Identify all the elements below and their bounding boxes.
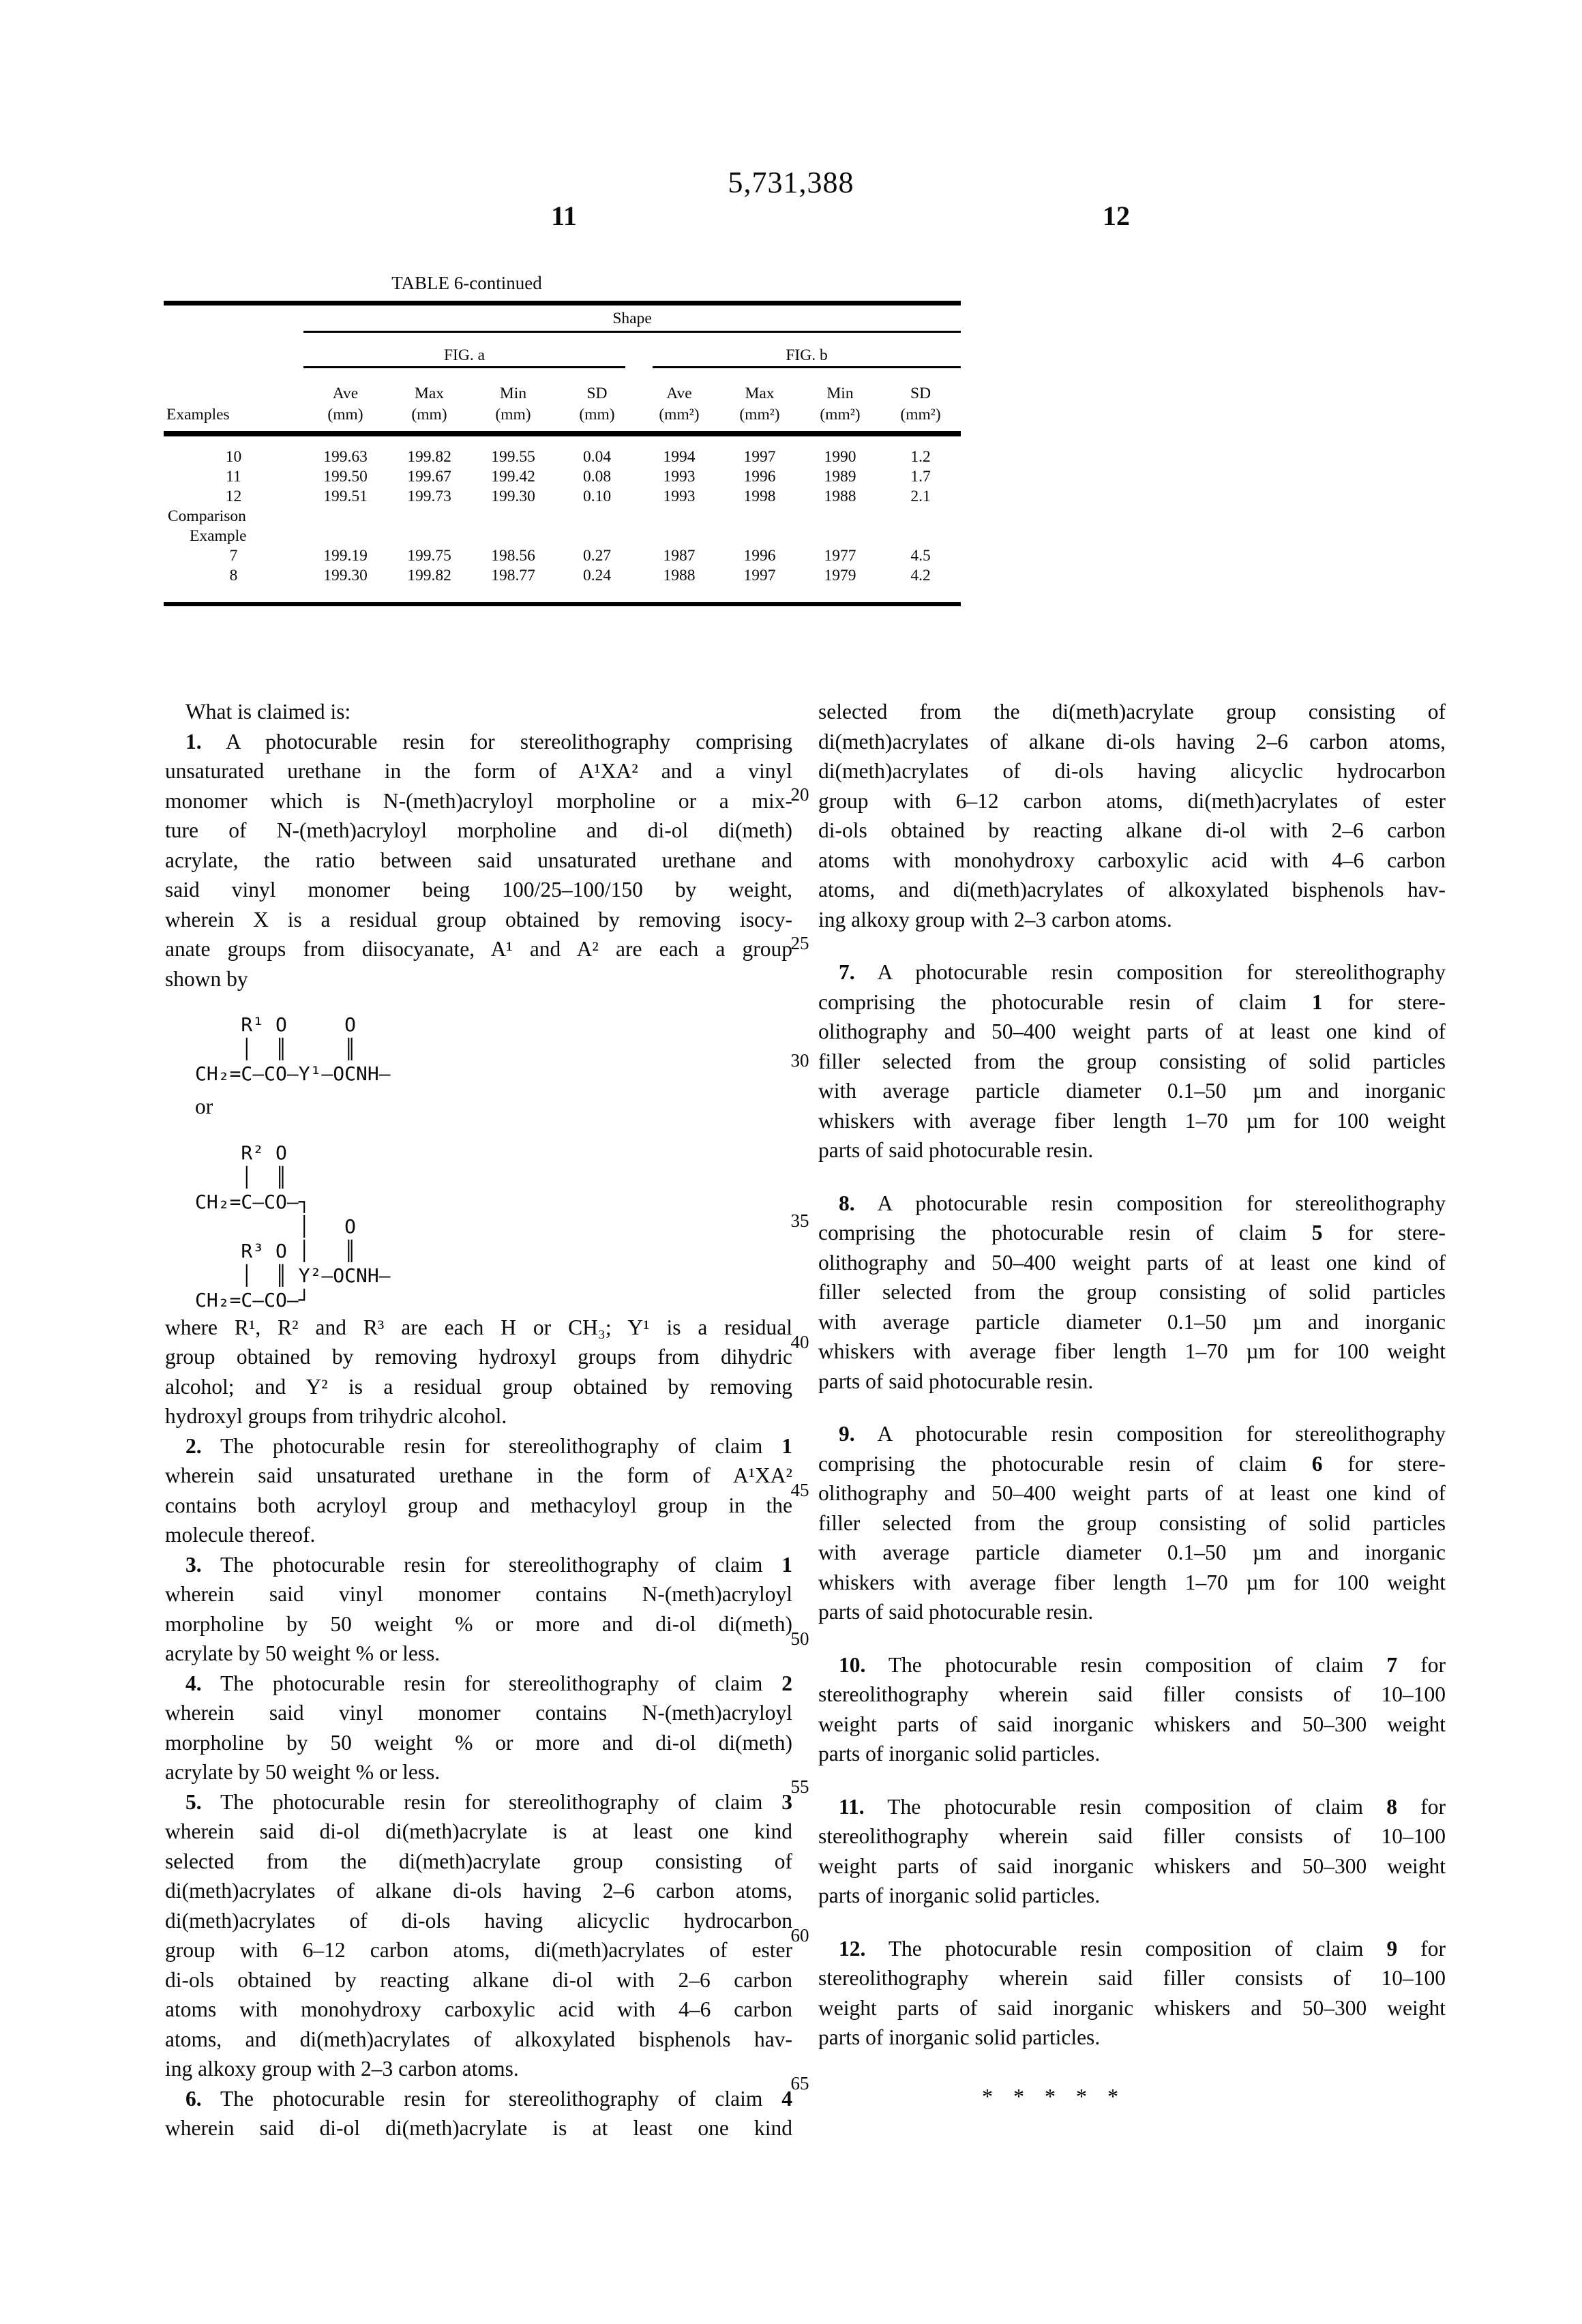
subgroup-header-row (164, 333, 961, 368)
claim-text-line: atoms, and di(meth)acrylates of alkoxylated bisphenols hav- (818, 878, 1446, 902)
claim-text-line: group obtained by removing hydroxyl groups from dihydric (165, 1345, 792, 1369)
table-row: 7 199.19 199.75 198.56 0.27 1987 1996 1977 4.5 (229, 547, 931, 565)
claim-text-line: 2. The photocurable resin for stereolithography of claim 1 (185, 1433, 792, 1458)
or-label (195, 1092, 792, 1122)
claim-6-continued (818, 697, 1446, 934)
group-header-row (164, 303, 961, 333)
claim-text-line: 3. The photocurable resin for stereolithography of claim 1 (185, 1552, 792, 1577)
claim-3 (165, 1550, 792, 1669)
claim-text-line: weight parts of said inorganic whiskers and 50–300 weight (818, 1712, 1446, 1736)
claim-text-line: parts of inorganic solid particles. (818, 2025, 1101, 2049)
claim-text-line: parts of said photocurable resin. (818, 1600, 1094, 1624)
table-row: Example (190, 527, 247, 545)
claim-text-line: wherein said vinyl monomer contains N-(meth)acryloyl (165, 1701, 792, 1725)
claim-text-line: wherein said di-ol di(meth)acrylate is at least one kind (165, 1819, 792, 1843)
claim-11 (818, 1792, 1446, 1911)
table-row: 11 199.50 199.67 199.42 0.08 1993 1996 1989 1.7 (226, 468, 931, 486)
claim-1-definitions (165, 1313, 792, 1431)
patent-number: 5,731,388 (728, 166, 854, 199)
claim-4 (165, 1669, 792, 1787)
claim-text-line: olithography and 50–400 weight parts of at least one kind of (818, 1019, 1446, 1043)
claim-text-line: selected from the di(meth)acrylate group consisting of (818, 700, 1446, 724)
claim-text-line: morpholine by 50 weight % or more and di-ol di(meth) (165, 1611, 792, 1636)
gutter-line-number: 40 (790, 1332, 809, 1352)
claim-text-line: filler selected from the group consisting of solid particles (818, 1049, 1446, 1073)
claim-text-line: di(meth)acrylates of alkane di-ols having 2–6 carbon atoms, (165, 1879, 792, 1903)
claim-text-line: di(meth)acrylates of di-ols having alicyclic hydrocarbon (165, 1908, 792, 1933)
claim-text-line: 8. A photocurable resin composition for stereolithography (839, 1191, 1446, 1215)
gutter-line-number: 30 (790, 1050, 809, 1071)
claim-text-line: wherein said vinyl monomer contains N-(meth)acryloyl (165, 1582, 792, 1606)
claim-text-line: comprising the photocurable resin of claim 5 for stere- (818, 1221, 1446, 1245)
claims-preamble (165, 697, 792, 727)
claim-text-line: molecule thereof. (165, 1523, 316, 1547)
table-title: TABLE 6-continued (391, 273, 542, 293)
claim-text-line: stereolithography wherein said filler consists of 10–100 (818, 1824, 1446, 1848)
claim-7 (818, 957, 1446, 1165)
column-header: SD (mm²) (880, 368, 961, 434)
gutter-line-number: 50 (790, 1628, 809, 1649)
claim-6-start (165, 2084, 792, 2143)
column-header: Examples (164, 368, 303, 434)
claim-text-line: 12. The photocurable resin composition of claim 9 for (839, 1936, 1446, 1961)
column-header: SD (mm) (555, 368, 639, 434)
claim-text-line: morpholine by 50 weight % or more and di-ol di(meth) (165, 1730, 792, 1755)
claim-text-line: unsaturated urethane in the form of A¹XA² and a vinyl (165, 759, 792, 783)
claim-text-line: said vinyl monomer being 100/25–100/150 by weight, (165, 878, 792, 902)
column-header-row (164, 368, 961, 434)
claim-2 (165, 1431, 792, 1550)
claim-text-line: 4. The photocurable resin for stereolithography of claim 2 (185, 1671, 792, 1695)
claim-text-line: comprising the photocurable resin of claim 6 for stere- (818, 1451, 1446, 1476)
column-header: Max (mm) (387, 368, 471, 434)
gutter-line-number: 45 (790, 1480, 809, 1500)
claim-text-line: acrylate by 50 weight % or less. (165, 1641, 441, 1665)
claim-text-line: ing alkoxy group with 2–3 carbon atoms. (165, 2057, 519, 2081)
column-header: Ave (mm) (303, 368, 387, 434)
claim-text-line: whiskers with average fiber length 1–70 µm for 100 weight (818, 1570, 1446, 1594)
claim-text-line: group with 6–12 carbon atoms, di(meth)acrylates of ester (165, 1938, 792, 1962)
claim-text-line: wherein said di-ol di(meth)acrylate is at least one kind (165, 2116, 792, 2140)
claim-5 (165, 1787, 792, 2084)
claim-text-line: di-ols obtained by reacting alkane di-ol with 2–6 carbon (165, 1967, 792, 1992)
claim-text-line: acrylate by 50 weight % or less. (165, 1760, 441, 1784)
claim-text-line: 11. The photocurable resin composition of claim 8 for (839, 1794, 1446, 1819)
table-row: Comparison (168, 507, 246, 525)
gutter-line-number: 35 (790, 1210, 809, 1231)
claim-text-line: comprising the photocurable resin of claim 1 for stere- (818, 989, 1446, 1014)
claim-text-line: with average particle diameter 0.1–50 µm and inorganic (818, 1540, 1446, 1564)
claim-text-line: contains both acryloyl group and methacyloyl group in the (165, 1493, 792, 1517)
claim-text-line: ture of N-(meth)acryloyl morpholine and di-ol di(meth) (165, 818, 792, 842)
page-number-right: 12 (1103, 200, 1130, 231)
claim-text-line: acrylate, the ratio between said unsaturated urethane and (165, 848, 792, 872)
claim-text-line: parts of said photocurable resin. (818, 1369, 1094, 1393)
claim-text-line: filler selected from the group consisting of solid particles (818, 1510, 1446, 1535)
claim-text-line: selected from the di(meth)acrylate group consisting of (165, 1849, 792, 1873)
fig-b-header: FIG. b (653, 333, 961, 368)
claims-column-left (165, 697, 792, 2143)
claim-text-line: wherein said unsaturated urethane in the form of A¹XA² (165, 1463, 792, 1487)
claim-text-line: parts of inorganic solid particles. (818, 1742, 1101, 1766)
claim-1 (165, 727, 792, 994)
claim-text-line: alcohol; and Y² is a residual group obtained by removing (165, 1374, 792, 1399)
claim-text-line: filler selected from the group consisting of solid particles (818, 1280, 1446, 1304)
gutter-line-number: 25 (790, 933, 809, 953)
claim-text-line: atoms with monohydroxy carboxylic acid with 4–6 carbon (818, 848, 1446, 872)
claim-text-line: 10. The photocurable resin composition of claim 7 for (839, 1652, 1446, 1677)
claim-text-line: di(meth)acrylates of alkane di-ols having 2–6 carbon atoms, (818, 729, 1446, 754)
claim-text-line: 5. The photocurable resin for stereolithography of claim 3 (185, 1789, 792, 1814)
table-6-section (164, 273, 961, 606)
claim-text-line: monomer which is N-(meth)acryloyl morpholine or a mix- (165, 788, 792, 813)
claim-text-line: where R¹, R² and R³ are each H or CH₃; Y¹ is a residual (165, 1315, 792, 1339)
table-row: 12 199.51 199.73 199.30 0.10 1993 1998 1988 2.1 (225, 488, 931, 505)
claim-text-line: wherein X is a residual group obtained by removing isocy- (165, 907, 792, 932)
claim-text-line: weight parts of said inorganic whiskers and 50–300 weight (818, 1853, 1446, 1878)
end-of-claims-asterisks: * * * * * (982, 2083, 1118, 2109)
table-row: 8 199.30 199.82 198.77 0.24 1988 1997 1979 4.2 (229, 567, 931, 584)
column-header: Min (mm) (471, 368, 555, 434)
claim-text-line: atoms with monohydroxy carboxylic acid with 4–6 carbon (165, 1997, 792, 2021)
gutter-line-number: 60 (790, 1925, 809, 1946)
gutter-line-number: 55 (790, 1776, 809, 1797)
column-header: Ave (mm²) (639, 368, 719, 434)
claim-text-line: with average particle diameter 0.1–50 µm and inorganic (818, 1309, 1446, 1334)
claim-10 (818, 1650, 1446, 1769)
claim-text-line: weight parts of said inorganic whiskers and 50–300 weight (818, 1995, 1446, 2020)
fig-a-header: FIG. a (303, 333, 625, 368)
claim-text-line: 7. A photocurable resin composition for stereolithography (839, 960, 1446, 984)
claim-text-line: stereolithography wherein said filler consists of 10–100 (818, 1966, 1446, 1990)
claim-text-line: olithography and 50–400 weight parts of at least one kind of (818, 1250, 1446, 1275)
claim-text-line: parts of inorganic solid particles. (818, 1883, 1101, 1907)
claims-column-right (818, 697, 1446, 2109)
claim-text-line: with average particle diameter 0.1–50 µm and inorganic (818, 1079, 1446, 1103)
chemical-formula-1: R¹ O O │ ║ ║ CH₂=C—CO—Y¹—OCNH— (195, 1013, 391, 1085)
claim-text-line: parts of said photocurable resin. (818, 1138, 1094, 1162)
claim-text-line: atoms, and di(meth)acrylates of alkoxylated bisphenols hav- (165, 2027, 792, 2051)
claim-text-line: anate groups from diisocyanate, A¹ and A² are each a group (165, 937, 792, 961)
table-row: 10 199.63 199.82 199.55 0.04 1994 1997 1990 1.2 (225, 448, 931, 466)
claim-text-line: whiskers with average fiber length 1–70 µm for 100 weight (818, 1108, 1446, 1133)
page-number-left: 11 (551, 200, 577, 231)
claim-text-line: ing alkoxy group with 2–3 carbon atoms. (818, 907, 1172, 932)
column-header: Max (mm²) (719, 368, 800, 434)
claim-text-line: 1. A photocurable resin for stereolithography comprising (185, 729, 792, 754)
claim-text-line: di-ols obtained by reacting alkane di-ol with 2–6 carbon (818, 818, 1446, 842)
claim-12 (818, 1934, 1446, 2053)
table-body (164, 434, 961, 604)
claim-text-line: hydroxyl groups from trihydric alcohol. (165, 1404, 507, 1428)
gutter-line-number: 65 (790, 2073, 809, 2094)
claim-text-line: or (195, 1094, 213, 1118)
gutter-line-number: 20 (790, 784, 809, 805)
claim-text-line: olithography and 50–400 weight parts of at least one kind of (818, 1481, 1446, 1505)
claim-text-line: group with 6–12 carbon atoms, di(meth)acrylates of ester (818, 788, 1446, 813)
claim-text-line: stereolithography wherein said filler consists of 10–100 (818, 1682, 1446, 1706)
claim-8 (818, 1189, 1446, 1397)
claim-text-line: shown by (165, 966, 248, 991)
column-header: Min (mm²) (800, 368, 880, 434)
shape-group-header: Shape (303, 306, 961, 333)
claim-text-line: 9. A photocurable resin composition for stereolithography (839, 1422, 1446, 1446)
claim-text-line: di(meth)acrylates of di-ols having alicyclic hydrocarbon (818, 759, 1446, 783)
claim-text-line: 6. The photocurable resin for stereolithography of claim 4 (185, 2086, 792, 2111)
claim-text-line: What is claimed is: (185, 700, 351, 724)
claim-text-line: whiskers with average fiber length 1–70 µm for 100 weight (818, 1339, 1446, 1363)
data-table (164, 301, 961, 606)
chemical-formula-2: R² O │ ║ CH₂=C—CO—┐ │ O R³ O │ ║ │ ║ Y²—OCNH— CH₂=C—CO—┘ (195, 1141, 391, 1311)
claim-9 (818, 1419, 1446, 1627)
